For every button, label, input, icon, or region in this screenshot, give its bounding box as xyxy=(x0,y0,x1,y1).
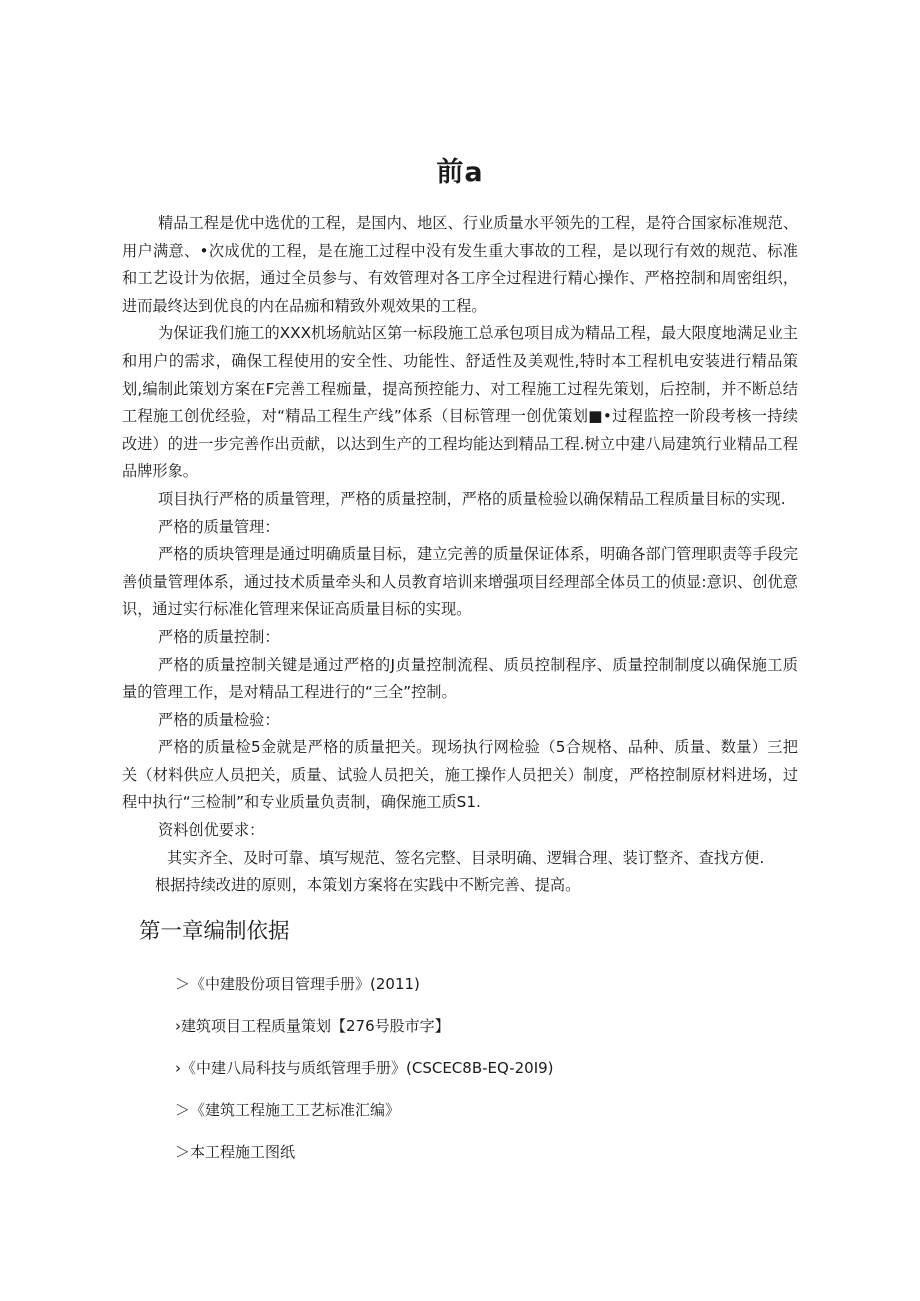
section-heading: 资料创优要求： xyxy=(158,821,265,840)
paragraph: 项目执行严格的质量管理，严格的质量控制，严格的质量检验以确保精品工程质量目标的实现. xyxy=(158,489,786,508)
body-text xyxy=(122,210,798,900)
section-heading: 严格的质量管理： xyxy=(158,517,280,536)
section-heading: 严格的质量检验： xyxy=(158,710,280,729)
paragraph: 严格的质量控制关键是通过严格的J贞量控制流程、质员控制程序、质量控制制度以确保施工质量的管理工作，是对精品工程进行的“三全”控制。 xyxy=(122,655,798,702)
paragraph: 根据持续改进的原则，本策划方案将在实践中不断完善、提高。 xyxy=(155,876,581,895)
section-heading: 严格的质量控制： xyxy=(158,627,280,646)
reference-list xyxy=(175,970,795,1180)
reference-item: ›《中建八局科技与质纸管理手册》(CSCEC8B-EQ-20I9) xyxy=(175,1059,554,1077)
reference-item: ＞《建筑工程施工工艺标准汇编》 xyxy=(175,1101,401,1119)
paragraph: 为保证我们施工的XXX机场航站区第一标段施工总承包项目成为精品工程，最大限度地满足业主和用户的需求，确保工程使用的安全性、功能性、舒适性及美观性,特时本工程机电安装进行精品策划,编制此策划方案在F完善工程痂量，提高预控能力、对工程施工过程先策划，后控制，并不断总结工程施工创优经验，对“精品工程生产线”体系（目标管理一创优策划■•过程监控一阶段考核一持续改进）的进一步完善作出贡献，以达到生产的工程均能达到精品工程.树立中建八局建筑行业精品工程品牌形象。 xyxy=(122,324,798,481)
page-title: 前a xyxy=(436,157,484,188)
reference-item: ＞本工程施工图纸 xyxy=(175,1143,296,1161)
reference-item: ＞《中建股份项目管理手册》(2011) xyxy=(175,975,420,993)
paragraph: 严格的质量检5金就是严格的质量把关。现场执行网检验（5合规格、品种、质量、数量）三把关（材料供应人员把关，质量、试验人员把关，施工操作人员把关）制度，严格控制原材料进场，过程中执行“三检制”和专业质量负责制，确保施工质S1. xyxy=(122,738,798,812)
paragraph: 精品工程是优中选优的工程，是国内、地区、行业质量水平领先的工程，是符合国家标准规范、用户满意、•次成优的工程，是在施工过程中没有发生重大事故的工程，是以现行有效的规范、标准和工艺设计为依据，通过全员参与、有效管理对各工序全过程进行精心操作、严格控制和周密组织，进而最终达到优良的内在品痂和精致外观效果的工程。 xyxy=(122,214,798,315)
reference-item: ›建筑项目工程质量策划【276号股市字】 xyxy=(175,1017,450,1035)
paragraph: 严格的质块管理是通过明确质量目标，建立完善的质量保证体系，明确各部门管理职责等手段完善侦量管理体系，通过技术质量牵头和人员教育培训来增强项目经理部全体员工的侦显:意识、创优意识，通过实行标准化管理来保证高质量目标的实现。 xyxy=(122,545,798,619)
chapter-title: 第一章编制依据 xyxy=(139,919,290,944)
paragraph: 其实齐全、及时可靠、填写规范、签名完整、目录明确、逻辑合理、装订整齐、查找方便. xyxy=(167,848,765,867)
